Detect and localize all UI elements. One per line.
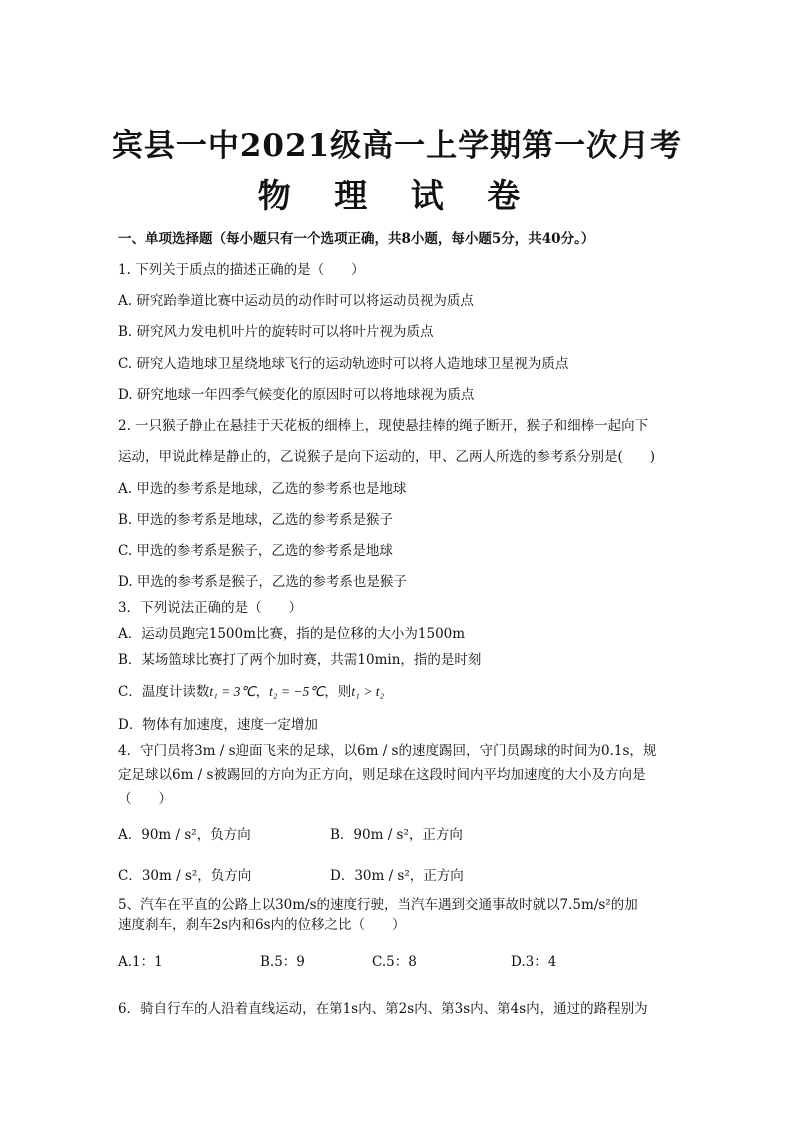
- q1-option-b: B. 研究风力发电机叶片的旋转时可以将叶片视为质点: [118, 324, 434, 340]
- q3-option-d: D．物体有加速度，速度一定增加: [118, 717, 318, 733]
- q4-stem-line2: 定足球以6m / s被踢回的方向为正方向，则足球在这段时间内平均加速度的大小及方向是: [118, 767, 646, 783]
- q3-option-b: B．某场篮球比赛打了两个加时赛，共需10min，指的是时刻: [118, 652, 482, 668]
- q1-option-d: D. 研究地球一年四季气候变化的原因时可以将地球视为质点: [118, 387, 475, 403]
- q5-stem-line1: 5、汽车在平直的公路上以30m/s的速度行驶，当汽车遇到交通事故时就以7.5m/s²的加: [118, 897, 638, 913]
- q3-stem: 3．下列说法正确的是（ ）: [118, 600, 303, 616]
- q1-option-c: C. 研究人造地球卫星绕地球飞行的运动轨迹时可以将人造地球卫星视为质点: [118, 356, 569, 372]
- q4-option-a: A．90m / s²，负方向: [118, 827, 251, 843]
- q3-option-a: A．运动员跑完1500m比赛，指的是位移的大小为1500m: [118, 626, 466, 642]
- q5-option-a: A.1：1: [118, 954, 163, 970]
- q3-option-c-compare: t₁ > t₂: [351, 684, 385, 699]
- q5-option-d: D.3：4: [511, 954, 557, 970]
- q5-stem-line2: 速度刹车，刹车2s内和6s内的位移之比（ ）: [118, 917, 406, 933]
- q2-option-a: A. 甲选的参考系是地球，乙选的参考系也是地球: [118, 481, 407, 497]
- q3-option-c-t2: t₂ = −5℃: [269, 684, 325, 699]
- q4-stem-line3: （ ）: [118, 791, 172, 807]
- subject-title: 物 理 试 卷: [257, 176, 537, 215]
- q3-option-c-sep: ，: [255, 684, 270, 700]
- q1-stem: 1. 下列关于质点的描述正确的是（ ）: [118, 262, 365, 278]
- school-title: 宾县一中2021级高一上学期第一次月考: [111, 128, 683, 164]
- q1-option-a: A. 研究跆拳道比赛中运动员的动作时可以将运动员视为质点: [118, 293, 474, 309]
- q4-option-c: C．30m / s²，负方向: [118, 868, 252, 884]
- q2-stem-line2: 运动，甲说此棒是静止的，乙说猴子是向下运动的，甲、乙两人所选的参考系分别是( ): [118, 449, 656, 465]
- section-heading: 一、单项选择题（每小题只有一个选项正确，共8小题，每小题5分，共40分。）: [118, 231, 595, 247]
- q3-option-c: [118, 683, 384, 701]
- q3-option-c-t1: t₁ = 3℃: [209, 684, 256, 699]
- q3-option-c-then: ，则: [324, 684, 352, 700]
- q4-stem-line1: 4．守门员将3m / s迎面飞来的足球，以6m / s的速度踢回，守门员踢球的时间为0.1s，规: [118, 743, 657, 759]
- q3-option-c-prefix: C．温度计读数: [118, 684, 210, 700]
- q4-option-b: B．90m / s²，正方向: [330, 827, 463, 843]
- q2-option-b: B. 甲选的参考系是地球，乙选的参考系是猴子: [118, 512, 394, 528]
- q2-stem-line1: 2. 一只猴子静止在悬挂于天花板的细棒上，现使悬挂棒的绳子断开，猴子和细棒一起向下: [118, 418, 649, 434]
- q4-option-d: D．30m / s²，正方向: [330, 868, 464, 884]
- q2-option-c: C. 甲选的参考系是猴子，乙选的参考系是地球: [118, 543, 393, 559]
- q6-stem-line1: 6．骑自行车的人沿着直线运动，在第1s内、第2s内、第3s内、第4s内，通过的路程别为: [118, 1001, 648, 1017]
- q2-option-d: D. 甲选的参考系是猴子，乙选的参考系也是猴子: [118, 574, 407, 590]
- q5-option-b: B.5：9: [260, 954, 305, 970]
- q5-option-c: C.5：8: [372, 954, 417, 970]
